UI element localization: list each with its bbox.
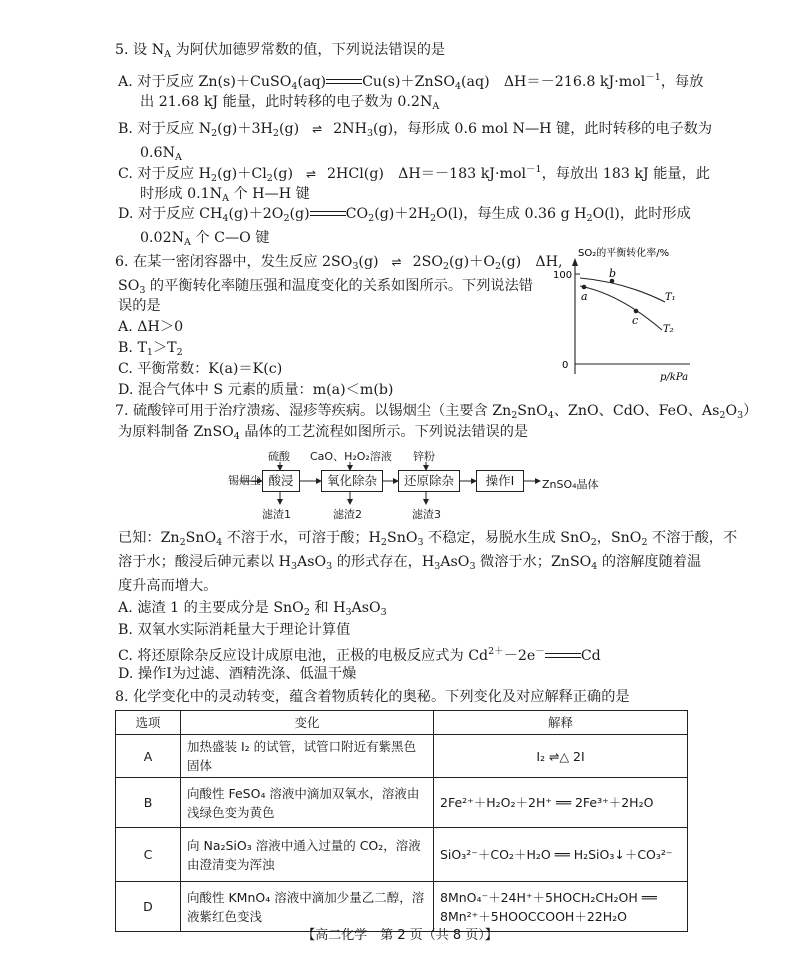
q7-stem-2: 为原料制备 ZnSO$_4$ 晶体的工艺流程如图所示。下列说法错误的是 xyxy=(118,424,529,442)
q6-chart xyxy=(550,244,700,384)
page-footer: 【高二化学 第 2 页（共 8 页）】 xyxy=(302,928,498,943)
flow-box-reduction: 还原除杂 xyxy=(398,470,460,492)
flow-box-acid-leach: 酸浸 xyxy=(262,470,300,492)
q6-chart-ylabel: SO₂的平衡转化率/% xyxy=(578,248,670,259)
q8-row-c-explain: SiO₃²⁻＋CO₂＋H₂O ══ H₂SiO₃↓＋CO₃²⁻ xyxy=(434,828,688,882)
q6-point-a xyxy=(582,285,587,290)
q5-option-a: A. 对于反应 Zn(s)＋CuSO$_4$(aq) Cu(s)＋ZnSO$_4$(aq) ΔH＝－216.8 kJ·mol$^{-1}$，每放 xyxy=(118,72,704,92)
q8-header-row xyxy=(116,711,688,735)
q6-chart-origin: 0 xyxy=(562,360,569,371)
q6-stem: 6. 在某一密闭容器中，发生反应 $2SO_3(g)$ ⇌ $2SO_2(g)+O_2(g)$ ΔH, xyxy=(115,254,563,272)
q6-option-c: C. 平衡常数：K(a)＝K(c) xyxy=(118,361,283,377)
q5-option-d: D. 对于反应 $CH_4(g)+2O_2(g)$ $CO_2(g)+2H_2O(l)$，每生成 0.36 g $H_2O(l)$，此时形成 xyxy=(118,206,691,224)
flow-start: 锡烟尘 xyxy=(228,474,261,487)
q6-chart-tick100-label: 100 xyxy=(553,270,573,281)
table-row xyxy=(116,735,688,778)
flow-arrows xyxy=(240,460,550,510)
q7-option-a: A. 滤渣 1 的主要成分是 SnO$_2$ 和 $H_3AsO_3$ xyxy=(118,600,387,618)
q8-header-explain: 解释 xyxy=(434,711,688,735)
flow-reagent-2: CaO、H₂O₂溶液 xyxy=(310,450,392,463)
q6-chart-xlabel: p/kPa xyxy=(660,372,689,383)
q6-stem-3: 误的是 xyxy=(118,298,161,314)
q8-header-change: 变化 xyxy=(181,711,434,735)
q5-option-a-cont: 出 21.68 kJ 能量，此时转移的电子数为 $0.2N_A$ xyxy=(140,94,440,112)
q7-option-c: C. 将还原除杂反应设计成原电池，正极的电极反应式为 $Cd^{2+}-2e^-$ Cd xyxy=(118,646,601,664)
q8-row-a-option: A xyxy=(116,735,181,778)
q6-label-c: c xyxy=(632,314,639,327)
q8-row-c-option: C xyxy=(116,828,181,882)
q7-known-3: 度升高而增大。 xyxy=(118,578,218,594)
q5-option-b-cont: $0.6N_A$ xyxy=(140,145,182,163)
q5-stem: 5. 设 $N_A$ 为阿伏加德罗常数的值，下列说法错误的是 xyxy=(115,42,446,60)
table-row xyxy=(116,828,688,882)
q6-curve-t2 xyxy=(580,286,662,330)
q8-row-b-explain: 2Fe²⁺＋H₂O₂＋2H⁺ ══ 2Fe³⁺＋2H₂O xyxy=(434,778,688,828)
flow-box-oxidation: 氧化除杂 xyxy=(321,470,383,492)
flow-residue-1: 滤渣1 xyxy=(262,508,291,521)
q6-point-c xyxy=(634,309,639,314)
q5-option-b: B. 对于反应 $N_2(g)+3H_2(g)$ ⇌ $2NH_3(g)$，每形成 0.6 mol N—H 键，此时转移的电子数为 xyxy=(118,121,713,139)
q6-label-b: b xyxy=(609,267,617,280)
table-row xyxy=(116,778,688,828)
q8-row-a-change: 加热盛装 I₂ 的试管，试管口附近有紫黑色固体 xyxy=(181,735,434,778)
q6-option-a: A. ΔH＞0 xyxy=(118,319,184,335)
q8-row-d-explain: 8MnO₄⁻＋24H⁺＋5HOCH₂CH₂OH ══ 8Mn²⁺＋5HOOCCOOH＋22H₂O xyxy=(434,882,688,932)
q8-stem: 8. 化学变化中的灵动转变，蕴含着物质转化的奥秘。下列变化及对应解释正确的是 xyxy=(115,689,630,705)
q7-known-2: 溶于水；酸浸后砷元素以 $H_3AsO_3$ 的形式存在，$H_3AsO_3$ 微溶于水；ZnSO$_4$ 的溶解度随着温 xyxy=(118,554,702,572)
q5-option-c: C. 对于反应 $H_2(g)+Cl_2(g)$ ⇌ 2HCl(g) ΔH＝－183 kJ·mol$^{-1}$，每放出 183 kJ 能量，此 xyxy=(118,164,710,184)
q8-row-b-change: 向酸性 FeSO₄ 溶液中滴加双氧水，溶液由浅绿色变为黄色 xyxy=(181,778,434,828)
flow-box-operation: 操作Ⅰ xyxy=(476,470,524,492)
q6-label-t2: T₂ xyxy=(663,324,674,335)
q5-option-d-cont: $0.02N_A$ 个 C—O 键 xyxy=(140,230,270,248)
flow-reagent-3: 锌粉 xyxy=(413,450,435,463)
flow-reagent-1: 硫酸 xyxy=(268,450,290,463)
q8-header-option: 选项 xyxy=(116,711,181,735)
q8-row-a-explain: I₂ ⇌△ 2I xyxy=(434,735,688,778)
q6-curve-t1 xyxy=(580,278,665,302)
q7-known-1: 已知：$Zn_2SnO_4$ 不溶于水，可溶于酸；$H_2SnO_3$ 不稳定，易脱水生成 SnO$_2$，SnO$_2$ 不溶于酸，不 xyxy=(118,530,738,548)
q7-option-b: B. 双氧水实际消耗量大于理论计算值 xyxy=(118,622,351,638)
flow-residue-2: 滤渣2 xyxy=(333,508,362,521)
q6-label-t1: T₁ xyxy=(665,292,676,303)
q6-option-b: B. $T_1>T_2$ xyxy=(118,340,183,358)
q8-row-c-change: 向 Na₂SiO₃ 溶液中通入过量的 CO₂，溶液由澄清变为浑浊 xyxy=(181,828,434,882)
q6-chart-yarrow xyxy=(572,258,578,266)
q6-option-d: D. 混合气体中 S 元素的质量：m(a)＜m(b) xyxy=(118,382,394,398)
q6-label-a: a xyxy=(581,290,588,303)
q8-table xyxy=(115,710,688,932)
q8-row-d-option: D xyxy=(116,882,181,932)
flow-residue-3: 滤渣3 xyxy=(412,508,441,521)
q8-row-d-change: 向酸性 KMnO₄ 溶液中滴加少量乙二醇，溶液紫红色变浅 xyxy=(181,882,434,932)
flow-end: ZnSO₄晶体 xyxy=(542,478,599,491)
q8-row-b-option: B xyxy=(116,778,181,828)
q5-option-c-cont: 时形成 $0.1N_A$ 个 H—H 键 xyxy=(140,186,310,204)
q7-stem: 7. 硫酸锌可用于治疗溃疡、湿疹等疾病。以锡烟尘（主要含 $Zn_2SnO_4$、ZnO、CdO、FeO、$As_2O_3$） xyxy=(115,403,758,421)
q6-stem-2: $SO_3$ 的平衡转化率随压强和温度变化的关系如图所示。下列说法错 xyxy=(118,278,533,296)
q7-option-d: D. 操作Ⅰ为过滤、酒精洗涤、低温干燥 xyxy=(118,666,357,682)
